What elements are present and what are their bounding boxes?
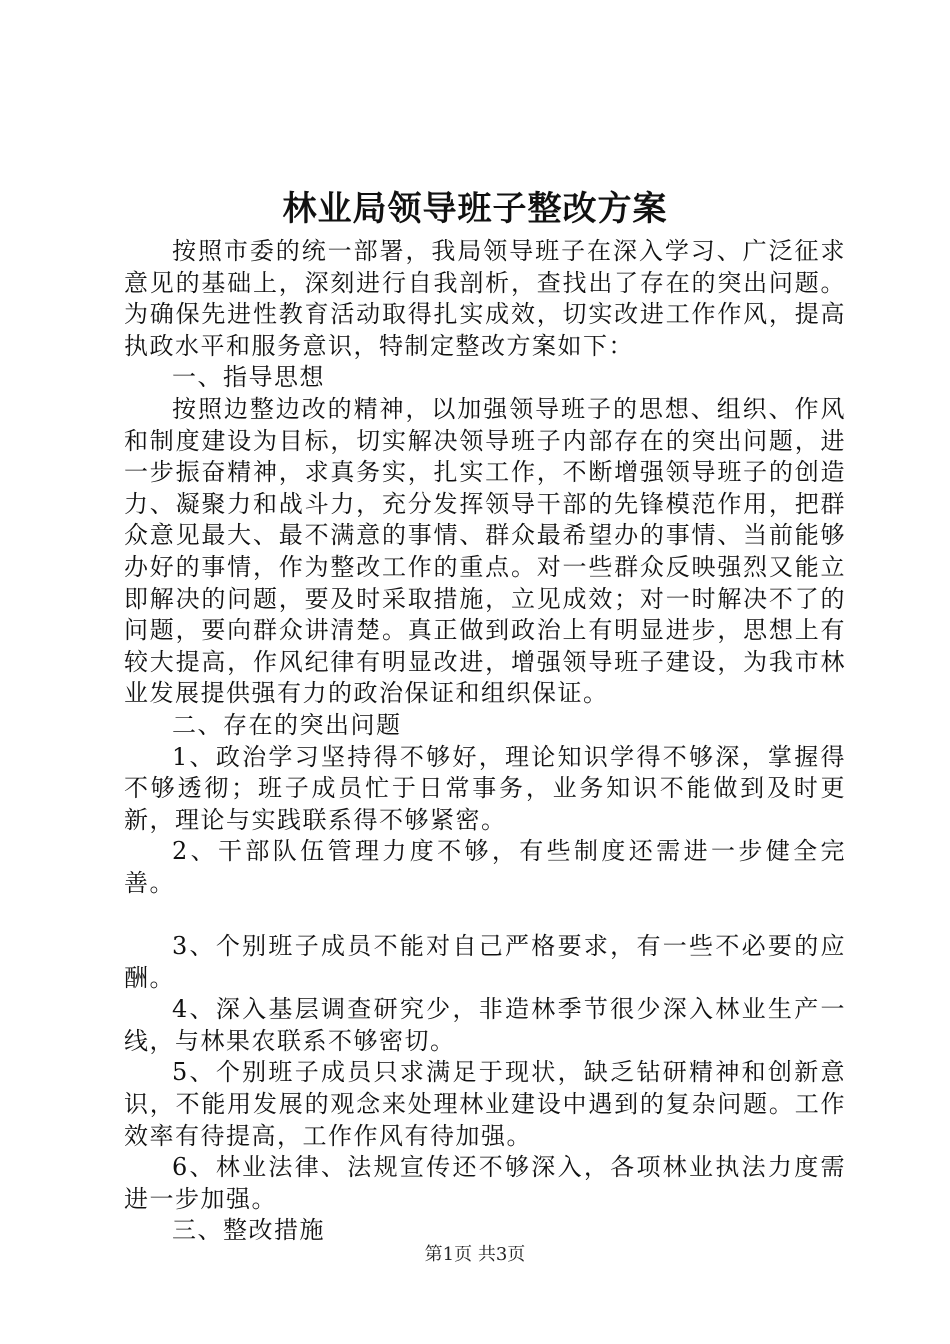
problem-item-3: 3、个别班子成员不能对自己严格要求，有一些不必要的应酬。 (124, 932, 846, 992)
section-heading-outstanding-problems: 二、存在的突出问题 (172, 710, 402, 739)
guiding-ideology-paragraph: 按照边整边改的精神，以加强领导班子的思想、组织、作风和制度建设为目标，切实解决领导班子内部存在的突出问题，进一步振奋精神，求真务实，扎实工作，不断增强领导班子的创造力、凝聚力和战斗力，充分发挥领导干部的先锋模范作用，把群众意见最大、最不满意的事情、群众最希望办的事情、当前能够办好的事情，作为整改工作的重点。对一些群众反映强烈又能立即解决的问题，要及时采取措施，立见成效；对一时解决不了的问题，要向群众讲清楚。真正做到政治上有明显进步，思想上有较大提高，作风纪律有明显改进，增强领导班子建设，为我市林业发展提供强有力的政治保证和组织保证。 (124, 394, 846, 708)
page-footer: 第1页 共3页 (424, 1244, 526, 1265)
problem-item-5: 5、个别班子成员只求满足于现状，缺乏钻研精神和创新意识，不能用发展的观念来处理林业建设中遇到的复杂问题。工作效率有待提高，工作作风有待加强。 (124, 1058, 846, 1150)
document-body (124, 236, 846, 1247)
section-heading-guiding-ideology: 一、指导思想 (172, 363, 325, 392)
problem-item-2: 2、干部队伍管理力度不够，有些制度还需进一步健全完善。 (124, 837, 846, 897)
problem-item-6: 6、林业法律、法规宣传还不够深入，各项林业执法力度需进一步加强。 (124, 1153, 846, 1213)
section-heading-rectification-measures: 三、整改措施 (172, 1216, 325, 1245)
problem-item-4: 4、深入基层调查研究少，非造林季节很少深入林业生产一线，与林果农联系不够密切。 (124, 995, 846, 1055)
document-title: 林业局领导班子整改方案 (282, 189, 668, 229)
problem-item-1: 1、政治学习坚持得不够好，理论知识学得不够深，掌握得不够透彻；班子成员忙于日常事务，业务知识不能做到及时更新，理论与实践联系得不够紧密。 (124, 742, 846, 834)
intro-paragraph: 按照市委的统一部署，我局领导班子在深入学习、广泛征求意见的基础上，深刻进行自我剖析，查找出了存在的突出问题。为确保先进性教育活动取得扎实成效，切实改进工作作风，提高执政水平和服务意识，特制定整改方案如下： (124, 237, 846, 360)
